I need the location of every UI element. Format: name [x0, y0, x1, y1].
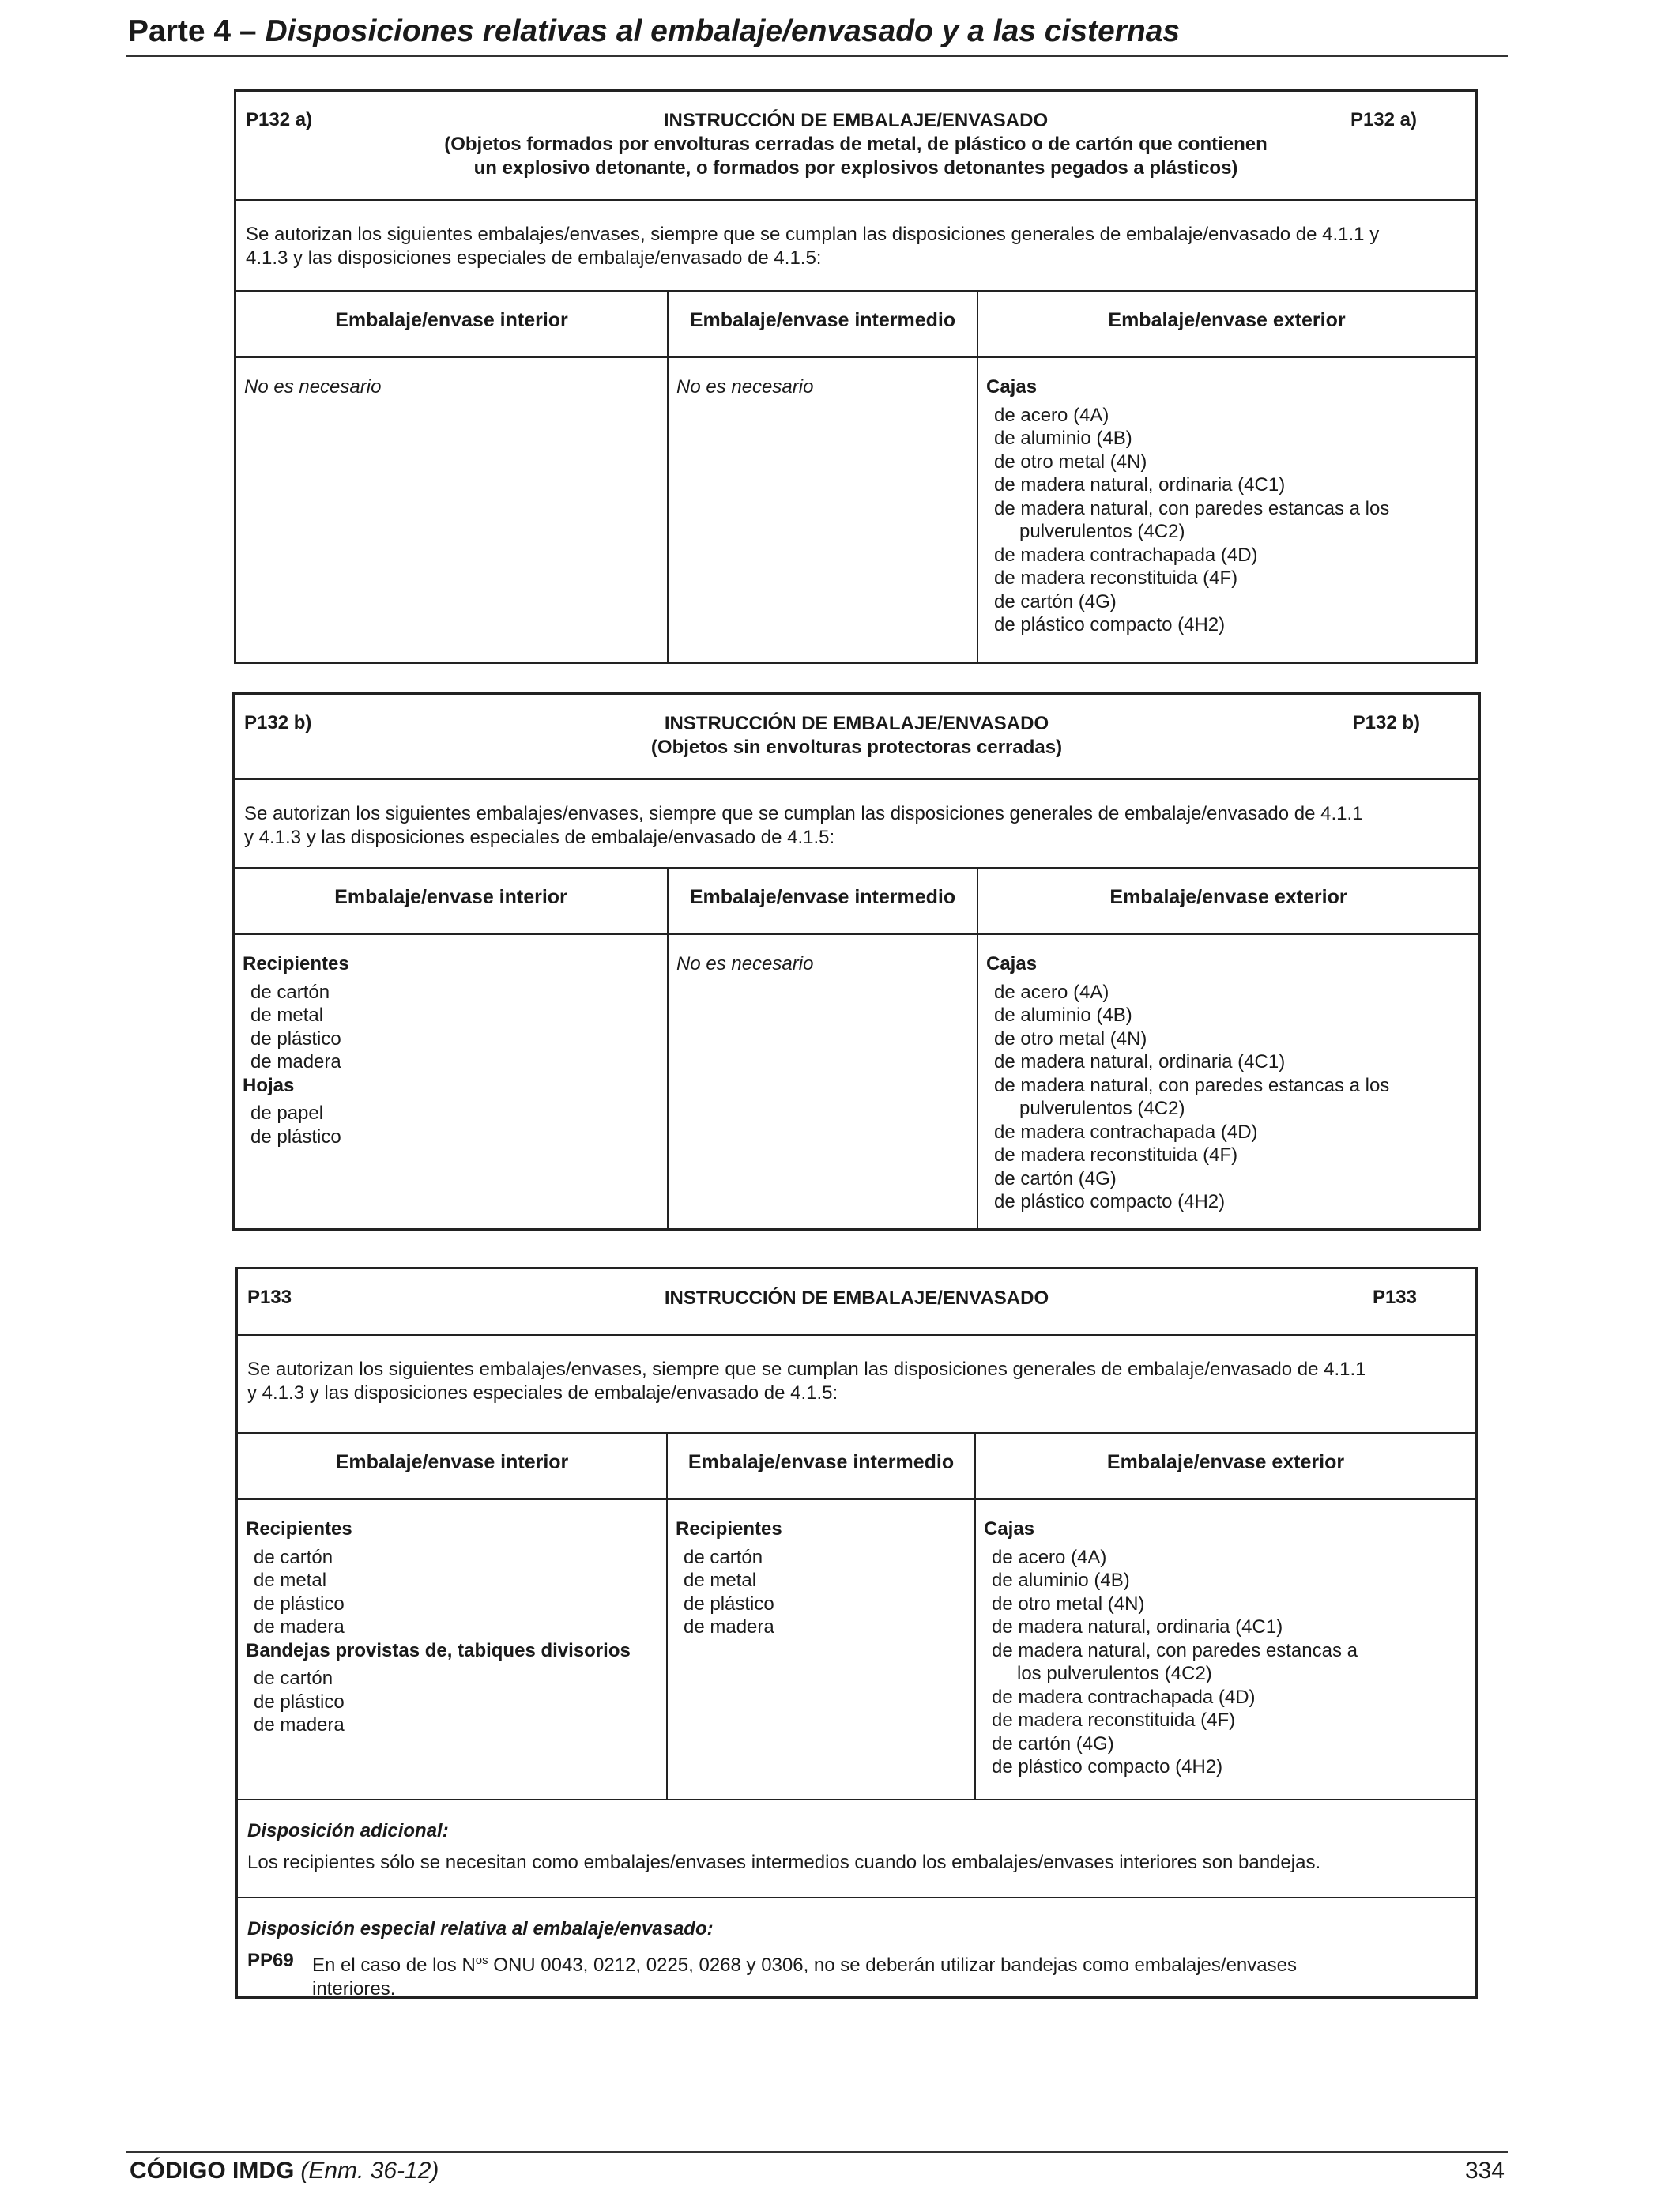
list-item: de plástico: [684, 1593, 774, 1615]
p133-intermediate-heading: Recipientes: [676, 1518, 782, 1540]
list-item: de cartón (4G): [994, 1167, 1117, 1189]
p133-special-label: Disposición especial relativa al embalaje/envasado:: [247, 1918, 714, 1940]
p133-pp-code: PP69: [247, 1950, 294, 1971]
p132a-intermediate-cell: [669, 358, 978, 662]
p133-body: [238, 1500, 1475, 1800]
p132b-intermediate-cell: [669, 935, 978, 1228]
p133-intro: [238, 1336, 1475, 1434]
p132b-title-text: INSTRUCCIÓN DE EMBALAJE/ENVASADO: [664, 713, 1049, 734]
list-item: de otro metal (4N): [994, 450, 1147, 473]
p133-col-inner-header: Embalaje/envase interior: [238, 1434, 668, 1498]
instruction-p132a: [234, 89, 1478, 664]
list-item: de madera reconstituida (4F): [992, 1710, 1236, 1731]
list-item: de madera natural, con paredes estancas a: [992, 1639, 1358, 1661]
list-item: de madera contrachapada (4D): [994, 544, 1258, 566]
list-item: de madera: [684, 1616, 774, 1638]
p132b-subtitle-1: (Objetos sin envolturas protectoras cerradas): [650, 737, 1063, 758]
list-item: de metal: [254, 1570, 327, 1591]
p132b-body: [235, 935, 1478, 1228]
list-item: de cartón: [250, 981, 330, 1003]
list-item: de plástico: [254, 1593, 345, 1615]
p132a-col-outer-header: Embalaje/envase exterior: [1108, 309, 1346, 331]
p133-code-left: P133: [247, 1287, 292, 1308]
list-item: de papel: [250, 1103, 324, 1124]
list-item: pulverulentos (4C2): [1019, 1098, 1185, 1119]
p133-intro-1: Se autorizan los siguientes embalajes/envases, siempre que se cumplan las disposiciones generales de embalaje/envasado de 4.1.1: [247, 1359, 1366, 1380]
p132a-subtitle-1: (Objetos formados por envolturas cerradas de metal, de plástico o de cartón que contienen: [444, 134, 1268, 155]
part-title: Disposiciones relativas al embalaje/envasado y a las cisternas: [265, 14, 1181, 48]
list-item: de madera: [254, 1616, 345, 1638]
p132a-column-headers: [236, 292, 1475, 358]
p132a-code-right: P132 a): [1350, 109, 1417, 130]
list-item: de madera reconstituida (4F): [994, 1144, 1238, 1166]
p132b-column-headers: [235, 869, 1478, 935]
list-item: de aluminio (4B): [994, 428, 1132, 449]
p133-col-outer-header: Embalaje/envase exterior: [1106, 1451, 1345, 1473]
list-item: de plástico compacto (4H2): [994, 614, 1226, 635]
list-item: de plástico compacto (4H2): [992, 1756, 1223, 1777]
p132a-title-row: [236, 92, 1475, 201]
part-label: Parte 4 –: [128, 14, 266, 48]
p133-intro-2: y 4.1.3 y las disposiciones especiales de embalaje/envasado de 4.1.5:: [247, 1382, 838, 1404]
p132b-intro: [235, 780, 1478, 869]
footer-code: CÓDIGO IMDG: [130, 2158, 295, 2184]
p133-pp-text: [312, 1949, 1297, 2001]
list-item: de madera natural, ordinaria (4C1): [992, 1616, 1283, 1638]
p133-inner-cell: [238, 1500, 668, 1799]
list-item: de plástico: [250, 1125, 341, 1148]
p133-pp-sup: os: [475, 1954, 488, 1967]
p132b-inner-heading-2: Hojas: [243, 1074, 295, 1096]
p132b-title-row: [235, 695, 1478, 780]
list-item: de plástico compacto (4H2): [994, 1191, 1226, 1212]
list-item: de metal: [684, 1570, 757, 1591]
p133-pp-text-b: ONU 0043, 0212, 0225, 0268 y 0306, no se deberán utilizar bandejas como embalajes/envases: [488, 1955, 1297, 1976]
p132a-body: [236, 358, 1475, 662]
p132b-outer-cell: [978, 935, 1478, 1228]
p132b-code-left: P132 b): [244, 712, 312, 733]
list-item: de cartón (4G): [992, 1732, 1114, 1755]
p133-pp-text-2: interiores.: [312, 1978, 396, 2000]
p132a-inner-cell: [236, 358, 669, 662]
list-item: de otro metal (4N): [992, 1593, 1145, 1615]
p132a-intro-1: Se autorizan los siguientes embalajes/envases, siempre que se cumplan las disposiciones generales de embalaje/envasado de 4.1.1 y: [246, 224, 1380, 245]
list-item: de aluminio (4B): [994, 1005, 1132, 1026]
p132b-code-right: P132 b): [1352, 712, 1420, 733]
list-item: de aluminio (4B): [992, 1570, 1130, 1591]
p133-title-row: [238, 1269, 1475, 1336]
list-item: de acero (4A): [994, 981, 1109, 1003]
p133-pp69: [247, 1949, 1467, 2001]
p133-col-intermediate-header: Embalaje/envase intermedio: [668, 1434, 976, 1498]
list-item: de madera contrachapada (4D): [992, 1686, 1256, 1708]
p133-additional-label: Disposición adicional:: [247, 1820, 449, 1842]
p133-additional-text: Los recipientes sólo se necesitan como embalajes/envases intermedios cuando los embalajes/envases interiores son bandejas.: [247, 1852, 1321, 1873]
p132b-intermediate-text: No es necesario: [676, 953, 814, 974]
p133-inner-heading-1: Recipientes: [246, 1518, 352, 1540]
footer-rule: [126, 2151, 1508, 2153]
page-footer: [130, 2158, 1505, 2185]
p132a-outer-cell: [978, 358, 1475, 662]
list-item: de acero (4A): [994, 404, 1109, 426]
p132b-col-intermediate-header: Embalaje/envase intermedio: [669, 869, 978, 933]
page-number: 334: [1464, 2158, 1505, 2184]
p133-inner-heading-2: Bandejas provistas de, tabiques divisorios: [246, 1639, 631, 1661]
p132b-outer-heading: Cajas: [986, 953, 1038, 974]
list-item: de cartón: [254, 1668, 333, 1689]
list-item: de madera contrachapada (4D): [994, 1121, 1258, 1143]
p133-title-text: INSTRUCCIÓN DE EMBALAJE/ENVASADO: [664, 1287, 1049, 1309]
header-rule: [126, 55, 1508, 57]
list-item: de cartón: [684, 1546, 763, 1568]
p132b-col-inner-header: Embalaje/envase interior: [235, 869, 669, 933]
p132a-outer-heading: Cajas: [986, 376, 1038, 398]
p132a-title: [236, 109, 1475, 180]
list-item: de madera natural, ordinaria (4C1): [994, 1051, 1286, 1072]
list-item: de madera: [250, 1051, 341, 1072]
list-item: los pulverulentos (4C2): [1017, 1663, 1212, 1684]
list-item: de acero (4A): [992, 1546, 1107, 1568]
list-item: pulverulentos (4C2): [1019, 521, 1185, 542]
p132a-title-text: INSTRUCCIÓN DE EMBALAJE/ENVASADO: [663, 110, 1049, 131]
footer-edition: (Enm. 36-12): [300, 2158, 439, 2184]
p133-title: [238, 1287, 1475, 1310]
list-item: de cartón: [254, 1546, 333, 1568]
p132a-intro-2: 4.1.3 y las disposiciones especiales de embalaje/envasado de 4.1.5:: [246, 247, 822, 269]
p132a-code-left: P132 a): [246, 109, 313, 130]
list-item: de madera natural, con paredes estancas a los: [994, 497, 1390, 519]
list-item: de madera natural, ordinaria (4C1): [994, 474, 1286, 496]
instruction-p132b: [232, 692, 1481, 1231]
list-item: de plástico: [250, 1027, 341, 1050]
list-item: de cartón (4G): [994, 590, 1117, 613]
list-item: de madera: [254, 1714, 345, 1736]
p132b-title: [235, 712, 1478, 760]
p132b-intro-1: Se autorizan los siguientes embalajes/envases, siempre que se cumplan las disposiciones generales de embalaje/envasado de 4.1.1: [244, 803, 1363, 824]
p132a-inner-text: No es necesario: [244, 376, 382, 398]
list-item: de madera natural, con paredes estancas a los: [994, 1074, 1390, 1096]
p133-additional-provision: [238, 1800, 1475, 1898]
list-item: de plástico: [254, 1691, 345, 1713]
list-item: de otro metal (4N): [994, 1027, 1147, 1050]
page-header: [128, 14, 1180, 49]
list-item: de metal: [250, 1005, 324, 1026]
list-item: de madera reconstituida (4F): [994, 567, 1238, 589]
p132a-col-inner-header: Embalaje/envase interior: [236, 292, 669, 356]
p133-outer-heading: Cajas: [984, 1518, 1035, 1540]
p132b-inner-cell: [235, 935, 669, 1228]
instruction-p133: [235, 1267, 1478, 1999]
p132b-col-outer-header: Embalaje/envase exterior: [1109, 886, 1347, 908]
p132a-intro: [236, 201, 1475, 292]
p133-code-right: P133: [1372, 1287, 1417, 1308]
p132a-col-intermediate-header: Embalaje/envase intermedio: [669, 292, 978, 356]
p133-intermediate-cell: [668, 1500, 976, 1799]
p133-outer-cell: [976, 1500, 1475, 1799]
p132b-intro-2: y 4.1.3 y las disposiciones especiales de embalaje/envasado de 4.1.5:: [244, 827, 835, 848]
p133-pp-text-a: En el caso de los N: [312, 1955, 476, 1976]
p132b-inner-heading-1: Recipientes: [243, 953, 349, 974]
p133-column-headers: [238, 1434, 1475, 1500]
p133-special-provision: [238, 1898, 1475, 1998]
p132a-subtitle-2: un explosivo detonante, o formados por explosivos detonantes pegados a plásticos): [473, 157, 1238, 179]
p132a-intermediate-text: No es necesario: [676, 376, 814, 398]
